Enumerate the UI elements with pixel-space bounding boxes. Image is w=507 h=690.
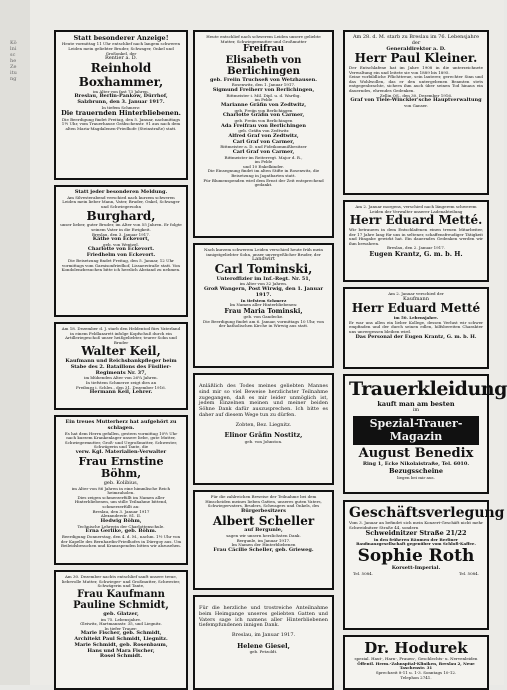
notice-text: Im Namen aller Hinterbliebenen: [229,302,298,308]
notice-text: Die Beerdigung findet Freitag, den 5. Januar, nachmittags 1½ Uhr, vom Trauerhause Gräbschenstr. 91 aus nach dem alten Maria-Magdalenen-Friedhofe (Steinstraße) statt. [61,116,181,131]
notice-text: unser lieber, guter Bruder, im Alter von 55 Jahren. Er folgte seinem Vater in die Ewigkeit. [60,222,182,232]
notice-signature: Marie Schmidt, geb. Rosenbaum, [74,641,168,648]
notice-text: Für die zahlreichen Beweise der Teilnahme bei dem Hinscheiden meines lieben Gatten, unseres guten Vaters, Schwiegervaters, Bruders, Schwagers und Onkels, des [205,494,322,509]
notice-text: Für die herzliche und trostreiche Anteilnahme beim Heimgange unseres geliebten Gatten und Vaters sage ich namens aller Hinterbliebenen tiefempfundenen innigen Dank. [199,605,328,629]
notice-text: Anläßlich des Todes meines geliebten Mannes sind mir so viel Beweise herzlichster Teilnahme zugegangen, daß es mir leider unmöglich ist, jedem Einzelnen meinen und meiner beiden Söhne Dank dafür auszusprechen. Ich bitte es daher auf diesem Wege tun zu dürfen. [199,383,328,418]
notice-tominski [193,243,334,368]
notice-text: Am Silvesterabend verschied nach kurzem schweren Leiden mein lieber Mann, Vater, Bruder, Onkel, Schwager und Schwiegersohn [62,194,180,209]
ad-banner: Spezial-Trauer-Magazin [353,416,479,445]
notice-nostitz [193,373,334,485]
notice-text: geb. Freiin Truchseß von Wetzhausen. [210,76,317,83]
notice-text: Kaufmann und Reichsbankpfleger beim Stabe des 2. Bataillons des Füsilier-Regiments Nr. 37, [65,358,177,376]
notice-name: Frau Kaufmann Pauline Schmidt, [73,588,169,612]
notice-heading: Ein treues Mutterherz hat aufgehört zu schlagen. [65,419,177,431]
notice-signature: von Ganser. [404,102,428,108]
notice-text: In tiefer Trauer: [104,625,138,631]
notice-name: Albert Scheller [212,513,315,528]
ad-trauerkleidung [343,374,507,494]
notice-schmidt [54,570,188,690]
notice-text: geb. Kolibius, [103,479,139,486]
ad-phone: Tel. 5084. [353,571,373,577]
notice-signature: Marie Fischer, geb. Schmidt, [80,630,162,637]
ad-phone: Telephon 2741. [400,674,432,680]
ad-address: Schweidnitzer Straße 21/22 [365,529,467,538]
notice-signature: und 10 Enkelkinder. [243,163,284,169]
notice-name: Herr Eduard Metté. [349,213,483,228]
notice-scheller [193,490,334,590]
notice-name: Elisabeth von Berlichingen [225,54,302,78]
notice-signature: geb. Freiin von Berlichingen [234,117,293,123]
notice-text: Er war uns allen ein lieber Kollege, dessen Verlust wir schwer empfinden und der durch seinen edlen, hilfsbereiten Charakter uns unvergessen bleiben wird. [349,319,483,334]
notice-signature: Carl Graf von Carmer, [232,138,295,145]
notice-signature: geb. von Johnston. [244,438,283,444]
notice-signature: Friedhelm von Eckevort. [86,252,156,259]
ad-geschaeftsverlegung [343,500,505,630]
notice-title: Freifrau [242,44,285,55]
notice-text: im Alter von fast 73 Jahren. [92,88,150,94]
notice-text: Es hat dem Herrn gefallen, gestern vormittag 10½ Uhr nach kurzem Krankenlager unsere liebe, gute Mutter, Schwiegermutter, Groß- und Urgroßmutter, Schwester, Schwägerin und Tante, die [64,430,178,450]
page-fold-edge [0,0,30,685]
notice-text: Wir betrauern in dem Entschlafenen einen treuen Mitarbeiter, der 17 Jahre lang für uns in seltener, schaffensfreudiger Tätigkeit und Hingabe gewirkt hat. Ein dauerndes Gedenken werden wir ihm bewahren. [349,226,483,246]
notice-place: Zellin OS., den 30. Dezember 1916. [379,92,453,98]
notice-text: Unteroffizier im Inf.-Regt. Nr. 51, [216,275,311,282]
notice-kleiner [343,30,489,195]
notice-text: sagen wir unsern herzlichsten Dank. [226,533,301,539]
notice-signature: geb. Gräfin von Zedtwitz [238,128,289,134]
ad-headline: Trauerkleidung [349,378,507,400]
notice-signature: Käthe von Eckevort, [92,236,150,243]
notice-burghard [54,185,188,317]
notice-place: Breslau, den 2. Januar 1917. [386,245,446,251]
notice-signature: Rosel Schmidt. [99,653,143,660]
notice-title: Rentier a. D. [104,55,138,62]
notice-signature: Helene Giesel, [237,641,290,650]
notice-signature: Elinor Gräfin Nostitz, [224,431,303,440]
ad-address: Öffentl. Herm.-Zahnspital-Kliniken, Breslau 2, Neue Taschenstr. 31 [357,660,475,671]
ad-headline: Geschäftsverlegung [349,505,505,521]
notice-signature: im Felde [254,159,273,165]
notice-signature: Frau Cäcilie Scheller, geb. Grieweg. [213,546,314,553]
notice-mette-staff [343,287,489,369]
notice-signature: Das Personal der Eugen Krantz, G. m. b. H. [355,333,477,340]
notice-place: Zobten, Bez. Liegnitz. [235,421,292,428]
notice-signature: Alfred Graf von Zedtwitz, [228,132,299,139]
notice-place: Gleiwitz, Hartmannstr. 35, und Liegnitz. [80,621,162,627]
ad-text: kauft man am besten [377,399,455,408]
notice-signature: Eugen Krantz, G. m. b. H. [369,249,463,258]
notice-text: Für Blumenspenden wird dem Ernst der Zeit entsprechend gedankt. [203,177,324,188]
notice-name: Walter Keil, [81,344,161,359]
ad-company-name: Dr. Hodurek [364,639,468,657]
notice-keil [54,322,188,410]
notice-text: Die Beisetzung findet Freitag, den 5. Januar, 12 Uhr vormittags vom Garnisonfriedhof, Lissaerstraße statt. Von Kondolenzbesuchen bitte ich herzlich Abstand zu nehmen. [61,257,181,273]
ad-text: spezial. Haut-, Harn-, Frauen-, Geschlechts- u. Nervenleiden [354,656,478,662]
notice-mette-company [343,200,489,282]
edge-text: Kölnische Zeitung [10,40,17,82]
notice-text: Am 28. d. M. starb zu Breslau im 76. Lebensjahre der [352,34,480,46]
notice-text: Heute entschlief nach schwerem Leiden unsere geliebte Mutter, Schwiegermutter und Großmutter [206,34,321,44]
ad-text: Sprechzeit 8-11 u. 1-3. Sonntags 10-12. [375,670,457,676]
notice-text: Nach kurzem schwerem Leiden verschied heute früh mein innigstgeliebter Sohn, unser unvergeßlicher Bruder, der [204,247,323,257]
notice-signature: Carl Graf von Carmer, [232,148,295,155]
notice-title: Kaufmann [403,295,429,302]
notice-text: auf Bergunle, [244,527,283,534]
ad-text: liegen bei mir aus. [397,474,435,480]
notice-place: Alexanderstr. 81. II. [100,513,142,519]
notice-signature: Architekt Paul Schmidt, Liegnitz. [74,636,168,643]
notice-text: im 50. Lebensjahre. [393,315,439,321]
notice-title: Bürgerbesitzers [241,507,286,514]
notice-title: Landwirt [251,256,275,263]
notice-signature: Ada Freifrau von Berlichingen [221,122,306,129]
notice-text: im Alter von 32 Jahren. [239,281,288,287]
notice-text: Der Entschlafene hat im Jahre 1908 in die unterzeichnete Verwaltung ein und leitete sie von 1889 bis 1895. [349,65,483,75]
ad-company-name: August Benedix [358,446,474,462]
notice-signature: Erna Gerlike, geb. Böhm. [85,528,157,535]
ad-text: im [412,407,420,414]
notice-signature: geb. von Wentzel. [103,241,139,247]
notice-place: Breslau, Berlin-Pankow, Dürrhof, Salzbrunn, den 3. Januar 1917. [74,93,168,105]
notice-place: Freiburg i. Schles., den 31. Dezember 1916. [76,384,166,390]
notice-text: Am 2. Januar verschied der [388,291,444,296]
notice-boxhammer [54,30,188,180]
notice-giesel [193,595,334,690]
notice-name: Herr Paul Kleiner. [354,51,478,66]
notice-place: Breslau, den 3. Januar 1917 [92,508,150,514]
ad-text: Vom 3. Januar an befindet sich mein Konzert-Geschäft nicht mehr Schweidnitzer Straße 44, sondern [349,520,483,530]
notice-signature: Charlotte von Eckevort. [87,246,155,253]
notice-name: Frau Ernstine Böhm, [78,454,164,481]
notice-text: In tiefem Schmerz: [101,104,141,110]
notice-signature: Hedwig Böhm, [100,517,142,524]
notice-signature: geb. von Gandecke. [243,314,284,320]
notice-signature: Hans und Mara Fischer, [87,647,155,654]
notice-text: im Alter von 86 Jahren in eine himmlische Reich heimzuholen. [71,485,171,496]
notice-signature: Graf von Tiele-Winckler'sche Hauptverwaltung [350,97,482,104]
notice-text: Heute vormittag 11 Uhr entschlief nach langem schweren Leiden mein geliebter Bruder, Schwager, Onkel und Großonkel, der [61,41,181,56]
notice-place: Bergunle, im Januar 1917. [236,537,291,543]
ad-company-name: Sophie Roth [357,545,475,566]
notice-signature: Rittmeister a. D. und Fideikommißbesitzer [220,144,307,150]
notice-text: im blühenden Alter von 26¼ Jahren. [84,375,158,381]
notice-signature: Die trauernden Hinterbliebenen. [61,109,181,118]
notice-boehm [54,415,188,565]
notice-signature: Technische Lehrerin der Charlottenschule. [77,523,165,529]
notice-signature: im Felde [254,97,273,103]
ad-phone-row [349,572,483,577]
ad-address: Ring 1, Ecke Nikolaistraße, Tel. 6010. [362,461,470,468]
notice-text: Am 18. Dezember d. J. starb den Heldentod fürs Vaterland in einem Feldlazarett infolge Kopfschuß durch ein Artilleriegeschoß unser heißgeliebter, teurer Sohn und Bruder [61,326,181,345]
ad-text: Korsett-Imperial. [391,565,441,572]
ad-text: Bezugsscheine [388,467,444,476]
notice-place: Breslau, den 3. Januar 1917. [91,231,151,237]
notice-text: In tiefstem Schmerze zeigt dies an [85,380,157,386]
notice-text: Seine vorbildliche Pflichttreue, sein lauterer, gerechter Sinn und das Wohlwollen, das er den untergebenen Beamten stets entgegenbrachte, sichern ihm auch über seinen Tod hinaus ein dauerndes, ehrendes Gedenken. [349,74,483,94]
notice-name: Burghard, [86,208,156,223]
notice-text: Am 2. Januar morgens, verschied nach längerem schwerem Leiden der Verwalter unserer Ladenabteilung [355,204,477,214]
notice-place: Groß Wangern, Post Wirwig, den 1. Januar 1917. [203,286,324,298]
notice-text: Die Einsegnung findet im alten Stifte in Rosenwitz, die Beisetzung in Jagatbarten statt. [207,168,320,179]
notice-title: verw. Kgl. Materialien-Verwalter [75,448,167,455]
notice-text: Am 30. Dezember nachts entschlief sanft unsere treue, liebevolle Mutter, Schwieger- und Großmutter, Schwester, Schwägerin und Tante, [61,574,181,589]
notice-place: Rosenwitz, den 1. Januar 1917. [231,82,296,88]
notice-signature: Frau Maria Tominski, [224,306,303,315]
notice-name: Reinhold Boxhammer, [78,61,164,89]
notice-text: geb. Glatzer, [103,610,139,617]
notice-signature: Rittmeister im Reiterregt. Major d. R., [224,154,303,160]
notice-signature: geb. Freiin von Berlichingen [234,107,293,113]
notice-name: Herr Eduard Metté [351,301,481,316]
notice-text: im 75. Lebensjahre. [100,616,142,622]
notice-text: Beerdigung Donnerstag, den 4. d. M., nachm. 1½ Uhr von der Kapelle des Bernhardin-Friedhofes in Dürrgoy aus. Um Beileidsbesuchen und Kranzspenden bitten wir abzusehen. [60,533,182,549]
notice-text: Die Beerdigung findet am 6. Januar, vormittags 10 Uhr, von der katholischen Kirche in Wirwig aus statt. [203,318,324,329]
notice-text: Im Namen der Hinterbliebenen [231,542,296,548]
notice-text: In tiefstem Schmerz [240,297,287,303]
notice-signature: Charlotte Gräfin von Carmer, [222,112,305,119]
notice-heading: Statt jeder besonderen Meldung. [74,189,168,195]
notice-heading: Statt besonderer Anzeige! [73,34,169,42]
ad-text: in den früheren Räumen der Berliner Baufinanzgesellschaft gegenüber vom Schloß-Kaffee. [356,536,476,547]
ad-phone: Tel. 5084. [459,571,479,577]
notice-signature: geb. Petzoldt. [249,649,278,655]
notice-signature: Hermann Keil, Lehrer. [89,389,153,396]
notice-title: Generaldirektor a. D. [386,45,446,52]
notice-name: Carl Tominski, [214,261,313,276]
notice-place: Breslau, im Januar 1917. [231,632,296,638]
notice-signature: Rittmeister i. Mil. Dipl. u. d. Wartbg. [226,92,301,98]
notice-text: Dies zeigen schmerzerfüllt im Namen aller Hinterbliebenen, um stille Teilnahme bittend, schmerzerfüllt an: [74,494,168,510]
notice-signature: Marianne Gräfin von Zedtwitz, [220,101,307,108]
ad-hodurek [343,635,489,690]
notice-signature: Sigmund Freiherr von Berlichingen, [212,86,315,93]
notice-berlichingen [193,30,334,238]
